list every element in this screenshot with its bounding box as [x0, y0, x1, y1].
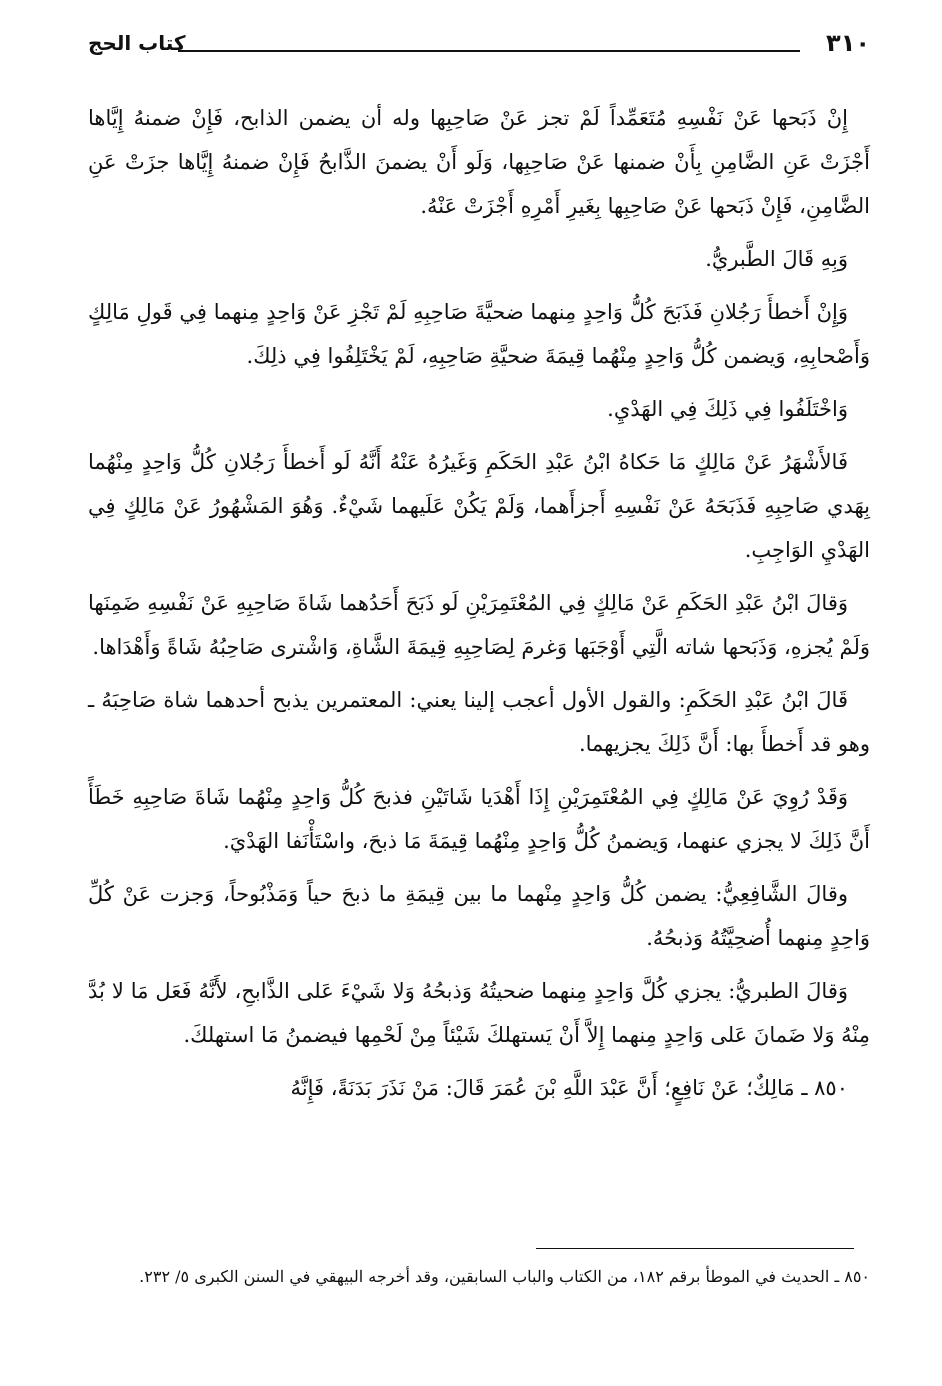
running-head: كتاب الحج	[88, 31, 186, 55]
footnote: ٨٥٠ ـ الحديث في الموطأ برقم ١٨٢، من الكتاب والباب السابقين، وقد أخرجه البيهقي في السنن الكبرى ٥/ ٢٣٢.	[139, 1267, 870, 1286]
paragraph: قَالَ ابْنُ عَبْدِ الحَكَمِ: والقول الأول أعجب إلينا يعني: المعتمرين يذبح أحدهما شاة صَاحِبَهُ ـ وهو قد أَخطأَ بها: أَنَّ ذَلِكَ يجزيهما.	[88, 688, 870, 756]
paragraph: وقالَ الشَّافِعِيُّ: يضمن كُلُّ وَاحِدٍ مِنْهما ما بين قِيمَةِ ما ذبحَ حياً وَمَذْبُوحاً، وَجزت عَنْ كُلِّ وَاحِدٍ مِنهما أُضحِيَّتُهُ وَذبحُهُ.	[88, 882, 870, 950]
paragraph: وَقالَ ابْنُ عَبْدِ الحَكَمِ عَنْ مَالِكٍ فِي المُعْتَمِرَيْنِ لَو ذَبَحَ أَحَدُهما شَاةَ صَاحِبِهِ عَنْ نَفْسِهِ ضَمِنَها وَلَمْ يُجزهِ، وَذَبَحها شاته الَّتِي أَوْجَبَها وَغرمَ لِصَاحِبِهِ قِيمَةَ الشَّاةِ، وَاشْترى صَاحِبُهُ شَاةً وَأَهْدَاها.	[88, 591, 870, 659]
paragraph: فَالأَشْهَرُ عَنْ مَالِكٍ مَا حَكاهُ ابْنُ عَبْدِ الحَكَمِ وَغَيرُهُ عَنْهُ أَنَّهُ لَو أَخطأَ رَجُلانِ كُلُّ وَاحِدٍ مِنْهُما بِهَدي صَاحِبِهِ فَذَبَحَهُ عَنْ نَفْسِهِ أَجزأَهما، وَلَمْ يَكُنْ عَلَيهما شَيْءٌ. وَهُوَ المَشْهُورُ عَنْ مَالِكٍ فِي الهَدْيِ الوَاجِبِ.	[88, 450, 870, 562]
paragraph: وَإِنْ أَخطأَ رَجُلانِ فَذَبَحَ كُلُّ وَاحِدٍ مِنهما ضحيَّةَ صَاحِبِهِ لَمْ تَجْزِ عَنْ وَاحِدٍ مِنهما فِي قَولِ مَالِكٍ وَأَصْحابِهِ، وَيضمن كُلُّ وَاحِدٍ مِنْهُما قِيمَةَ ضحيَّةِ صَاحِبِهِ، لَمْ يَخْتَلِفُوا فِي ذلِكَ.	[88, 300, 870, 368]
hadith-paragraph: ٨٥٠ ـ مَالِكٌ؛ عَنْ نَافِعٍ؛ أَنَّ عَبْدَ اللَّهِ بْنَ عُمَرَ قَالَ: مَنْ نَذَرَ بَدَنَةً، فَإِنَّهُ	[290, 1076, 848, 1100]
page-header	[88, 22, 870, 62]
paragraph: وَقالَ الطبريُّ: يجزي كُلَّ وَاحِدٍ مِنهما ضحيتُهُ وَذبحُهُ وَلا شَيْءَ عَلى الذَّابحِ، لأَنَّهُ فَعَل مَا لا بُدَّ مِنْهُ وَلا ضَمانَ عَلى وَاحِدٍ مِنهما إِلاَّ أَنْ يَستهلكَ شَيْئاً مِنْ لَحْمِها فيضمنُ مَا استهلكَ.	[88, 979, 870, 1047]
paragraph: إِنْ ذَبَحها عَنْ نَفْسِهِ مُتَعَمِّداً لَمْ تجز عَنْ صَاحِبِها وله أن يضمن الذابح، فَإِنْ ضمنهُ إِيَّاها أَجْزَتْ عَنِ الضَّامِنِ بِأَنْ ضمنها عَنْ صَاحِبِها، وَلَو أَنْ يضمنَ الذَّابحُ فَإِنْ ضمنهُ إِيَّاها جزَتْ عَنِ الضَّامِنِ، فَإِنْ ذَبَحها عَنْ صَاحِبِها بِغَيرِ أَمْرِهِ أَجْزَتْ عَنْهُ.	[88, 106, 870, 218]
paragraph: وَقَدْ رُوِيَ عَنْ مَالِكٍ فِي المُعْتَمِرَيْنِ إِذَا أَهْدَيا شَاتَيْنِ فذبحَ كُلُّ وَاحِدٍ مِنْهُما شَاةَ صَاحِبِهِ خَطَأً أَنَّ ذَلِكَ لا يجزي عنهما، وَيضمنُ كُلُّ وَاحِدٍ مِنْهُما قِيمَةَ مَا ذبحَ، واسْتَأْنَفا الهَدْيَ.	[88, 785, 870, 853]
paragraph: وَبِهِ قَالَ الطَّبريُّ.	[705, 247, 848, 271]
main-text	[88, 96, 870, 1119]
paragraph: وَاخْتَلَفُوا فِي ذَلِكَ فِي الهَدْيِ.	[607, 397, 848, 421]
page-number: ٣١٠	[826, 29, 870, 57]
header-rule	[178, 50, 800, 52]
footnote-rule	[536, 1248, 854, 1249]
